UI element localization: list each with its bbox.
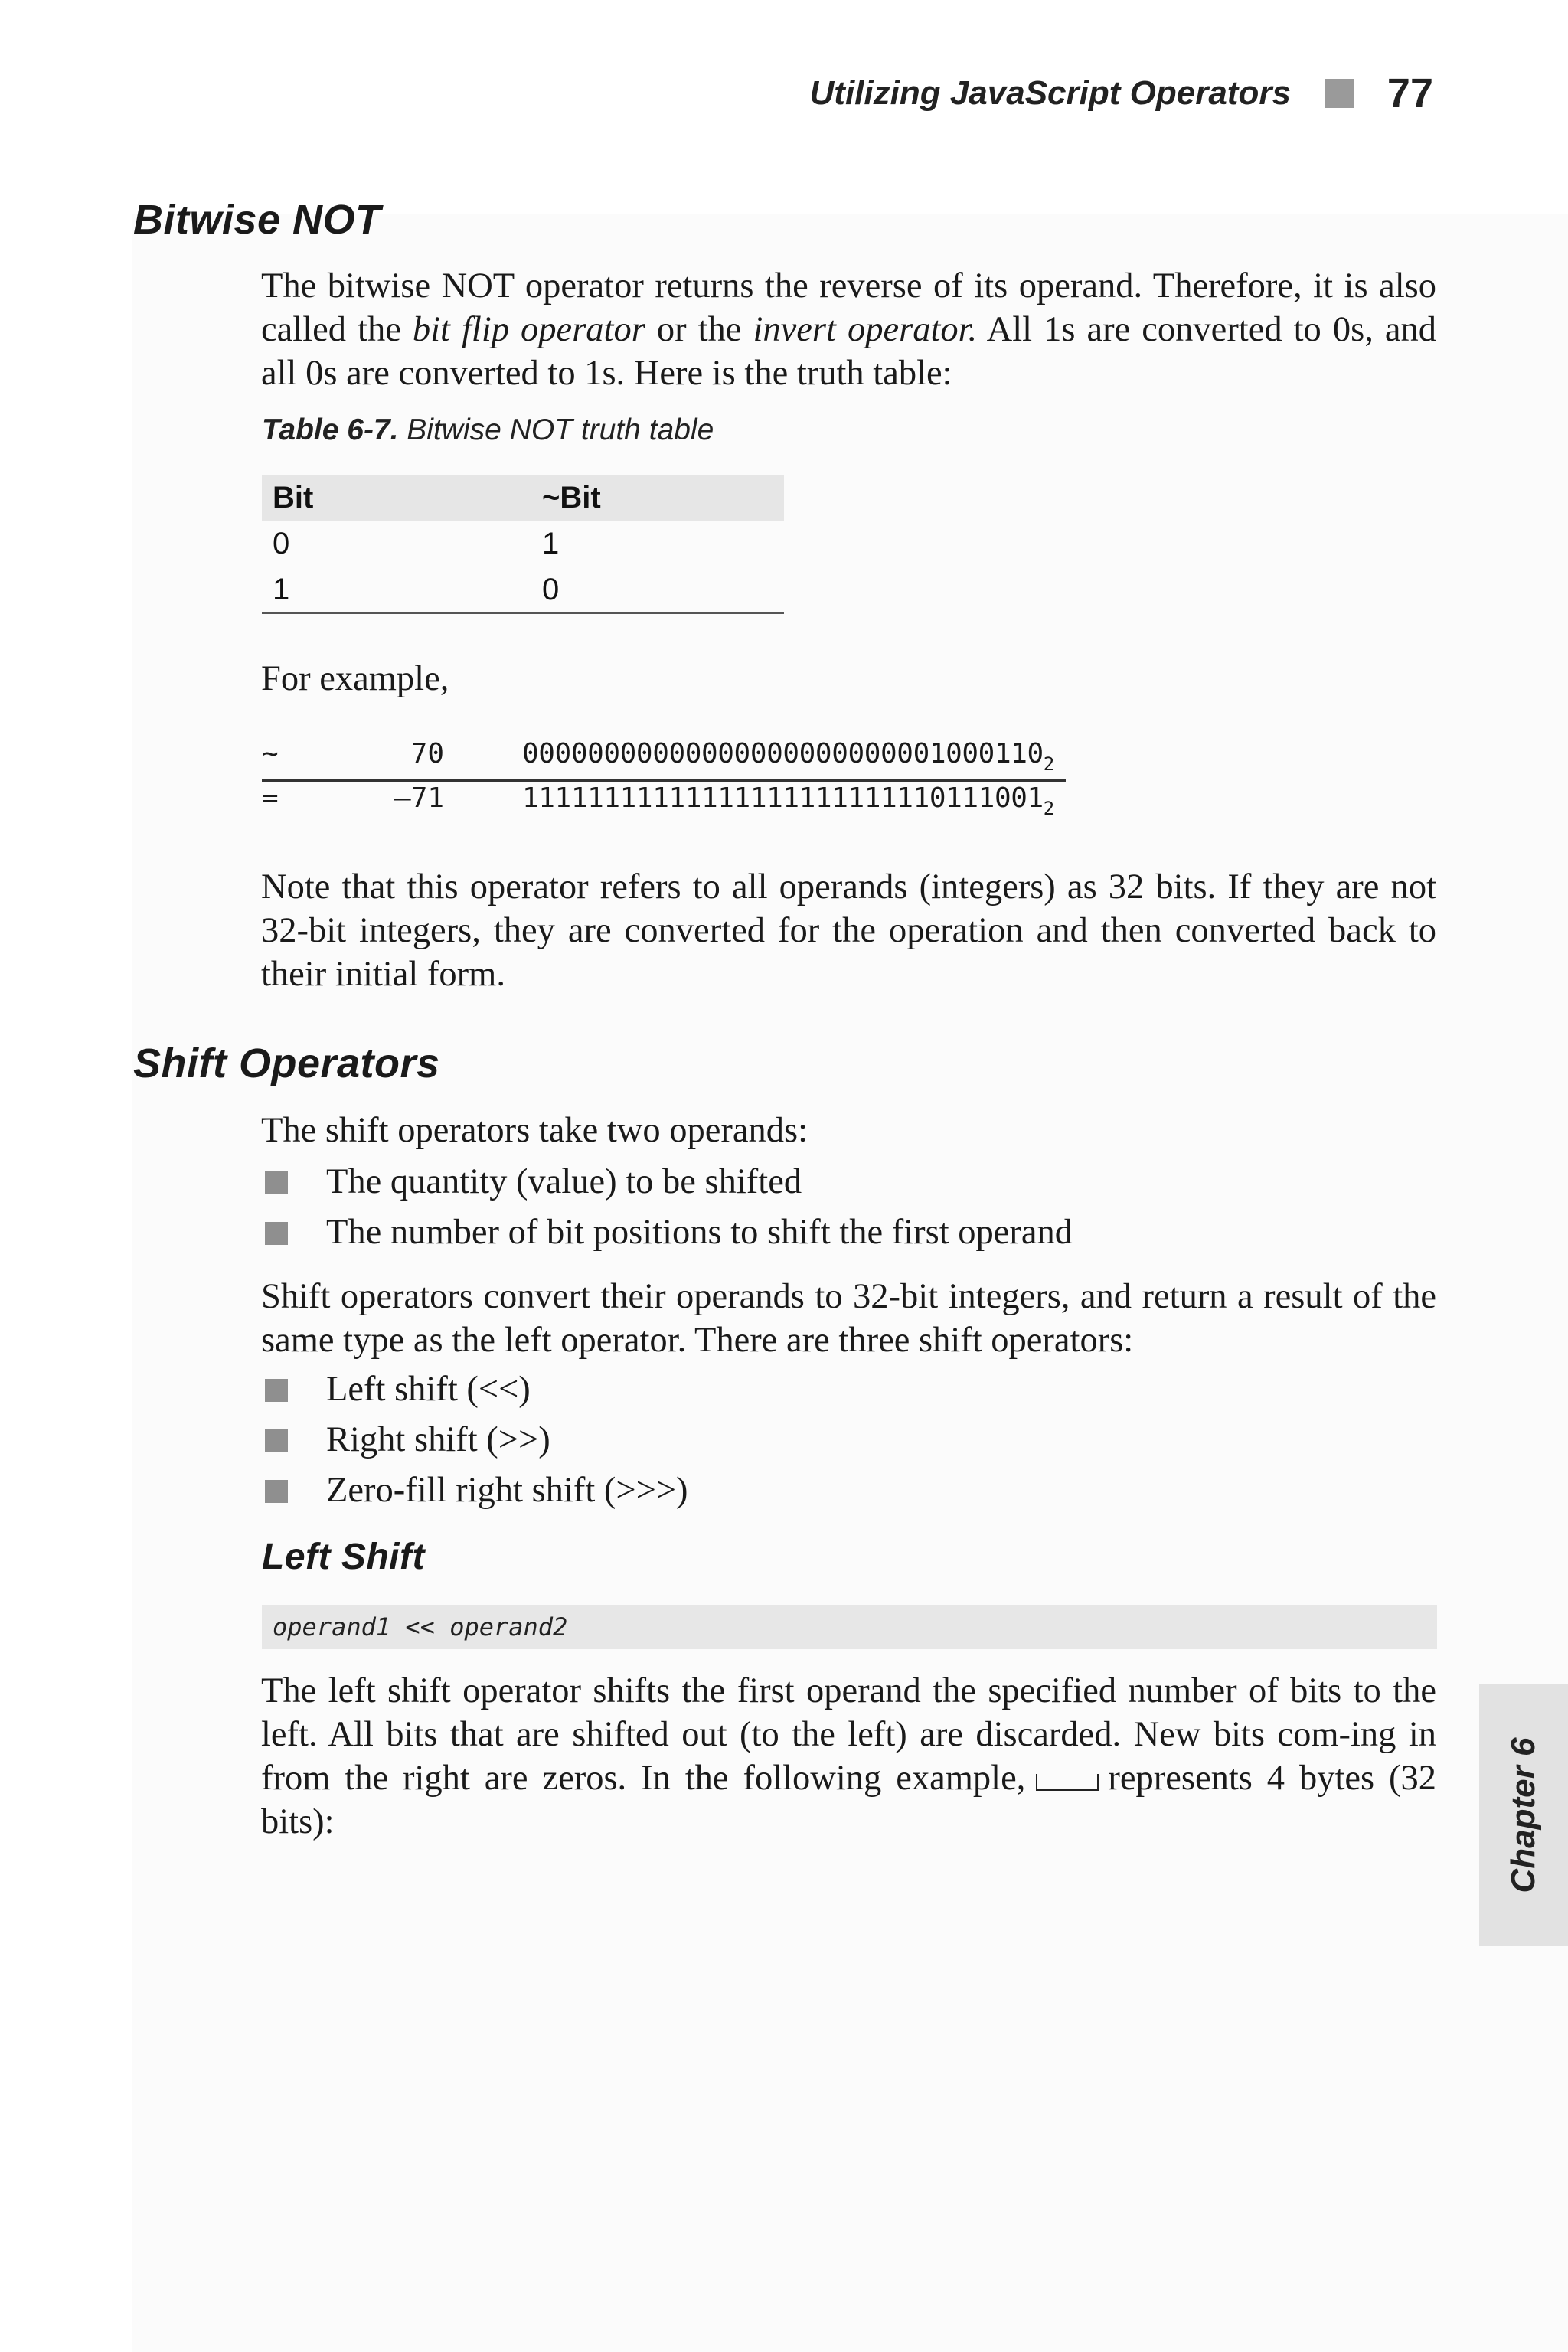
binary-base: 2 — [1043, 753, 1054, 775]
table-cell: 0 — [542, 572, 560, 606]
syntax-code: operand1 << operand2 — [273, 1612, 568, 1642]
list-item: The number of bit positions to shift the first operand — [262, 1207, 1437, 1258]
bitwise-example — [262, 733, 1066, 822]
running-title: Utilizing JavaScript Operators — [809, 74, 1291, 112]
section-heading-bitwise-not: Bitwise NOT — [133, 197, 381, 243]
example-operator: ~ — [262, 738, 279, 769]
example-binary: $00000000000000000000000001000110_2$ — [522, 738, 1054, 775]
bullet-square-icon — [265, 1379, 288, 1402]
page-number: 77 — [1387, 70, 1433, 116]
bitwise-not-intro: The bitwise NOT operator returns the reverse of its operand. Therefore, it is also called the bit flip operator or the invert operator. All 1s are converted to 0s, and all 0s are converted to 1s. Here is the truth table: — [261, 266, 1436, 393]
section-heading-shift-operators: Shift Operators — [133, 1040, 440, 1086]
bitwise-not-note: Note that this operator refers to all operands (integers) as 32 bits. If they are not 32-bit integers, they are converted for the operation and then converted back to their initial form. — [261, 867, 1436, 994]
term-bit-flip-operator: bit flip operator — [412, 310, 645, 349]
truth-table-header-not-bit: ~Bit — [542, 480, 601, 514]
chapter-tab — [1479, 1684, 1568, 1946]
binary-base: 2 — [1043, 798, 1054, 819]
example-decimal: –71 — [394, 782, 444, 814]
bullet-square-icon — [265, 1171, 288, 1194]
bullet-square-icon — [265, 1429, 288, 1452]
table-caption — [262, 413, 714, 447]
example-decimal: 70 — [410, 738, 444, 769]
example-operator: = — [262, 782, 279, 814]
example-row-operand — [262, 733, 1066, 778]
example-binary: $11111111111111111111111110111001_2$ — [522, 782, 1054, 819]
list-item: The quantity (value) to be shifted — [262, 1157, 1437, 1207]
bullet-square-icon — [265, 1222, 288, 1245]
operand-list — [262, 1157, 1437, 1258]
example-row-result — [262, 778, 1066, 822]
header-square-ornament — [1325, 79, 1354, 108]
byte-bracket-icon — [1036, 1774, 1099, 1791]
table-caption-label: Table 6-7. — [262, 413, 399, 446]
shift-operators-intro: The shift operators take two operands: — [261, 1111, 808, 1150]
table-row — [262, 521, 784, 567]
term-invert-operator: invert operator. — [753, 310, 978, 349]
subsection-heading-left-shift: Left Shift — [262, 1537, 425, 1577]
shift-operator-list — [262, 1364, 1437, 1516]
list-item: Right shift (>>) — [262, 1415, 1437, 1465]
truth-table — [262, 475, 784, 614]
chapter-tab-label: Chapter 6 — [1504, 1737, 1542, 1893]
bullet-square-icon — [265, 1480, 288, 1503]
table-cell: 0 — [273, 526, 290, 560]
truth-table-header-bit: Bit — [273, 480, 314, 514]
table-cell: 1 — [273, 572, 290, 606]
shift-convert-paragraph: Shift operators convert their operands to 32-bit integers, and return a result of the same type as the left operator. There are three shift operators: — [261, 1277, 1436, 1360]
truth-table-header-row — [262, 475, 784, 521]
table-caption-text: Bitwise NOT truth table — [398, 413, 714, 446]
list-item: Left shift (<<) — [262, 1364, 1437, 1415]
running-head — [810, 70, 1433, 116]
left-shift-description: The left shift operator shifts the first operand the specified number of bits to the left. All bits that are shifted out (to the left) are discarded. New bits com-ing in from the right are zeros. In the following example, represents 4 bytes (32 bits): — [261, 1671, 1436, 1841]
table-row — [262, 567, 784, 614]
list-item: Zero-fill right shift (>>>) — [262, 1465, 1437, 1516]
syntax-box — [262, 1605, 1437, 1649]
table-cell: 1 — [542, 526, 560, 560]
example-intro: For example, — [261, 659, 449, 698]
